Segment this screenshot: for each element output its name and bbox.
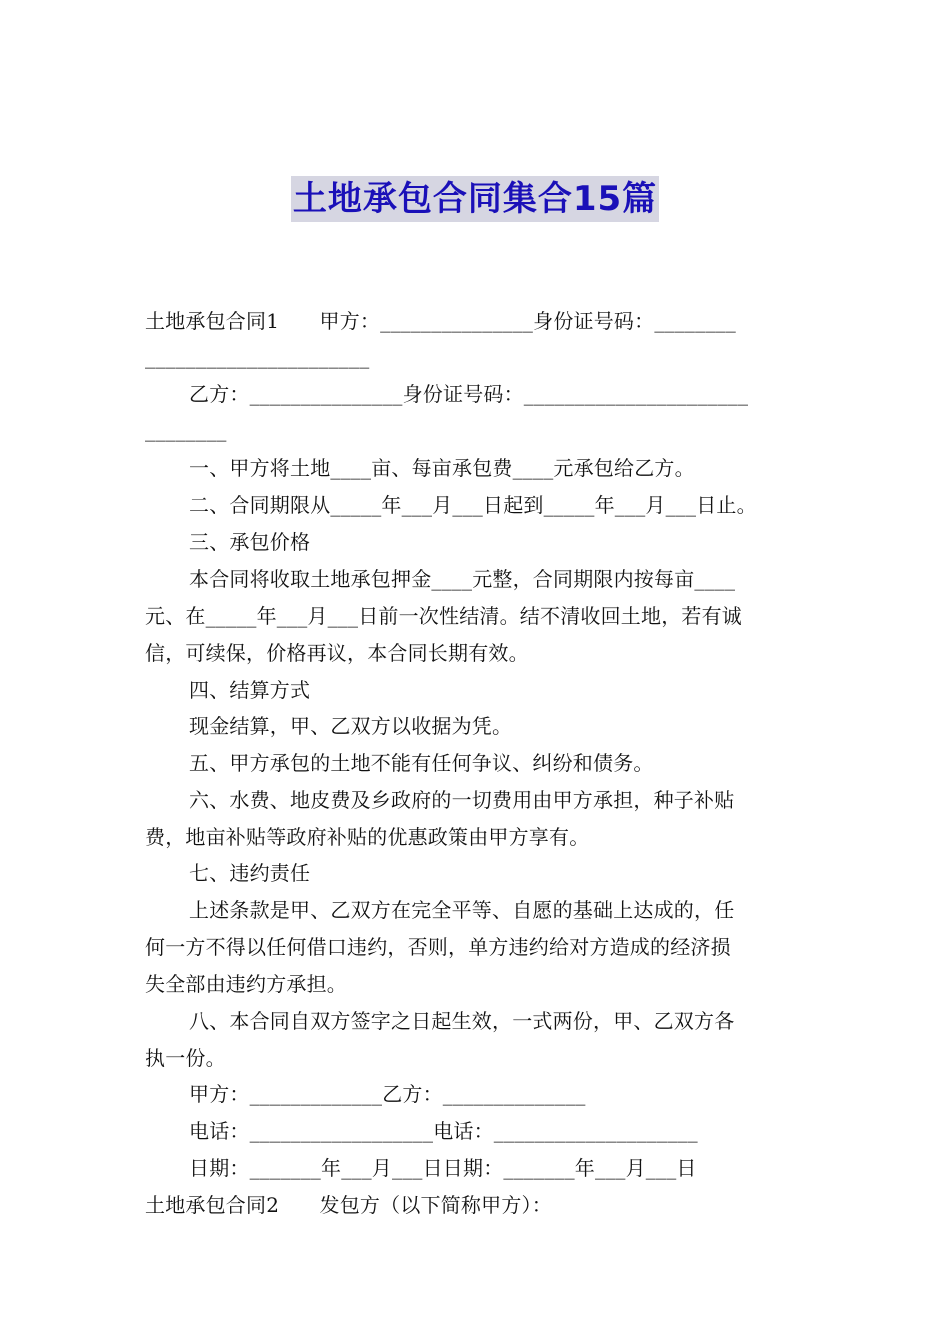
paragraph-line: ______________________ xyxy=(145,345,370,369)
paragraph-line: 执一份。 xyxy=(145,1046,226,1070)
paragraph-line: 八、本合同自双方签字之日起生效，一式两份，甲、乙双方各 xyxy=(189,1009,735,1033)
paragraph-line: 信，可续保，价格再议，本合同长期有效。 xyxy=(145,641,529,665)
paragraph-line: 元、在_____年___月___日前一次性结清。结不清收回土地，若有诚 xyxy=(145,604,742,628)
paragraph-line: 二、合同期限从_____年___月___日起到_____年___月___日止。 xyxy=(189,493,757,517)
paragraph-line: 土地承包合同2 发包方（以下简称甲方）： xyxy=(145,1193,552,1217)
paragraph-line: 上述条款是甲、乙双方在完全平等、自愿的基础上达成的，任 xyxy=(189,898,735,922)
paragraph-line: 何一方不得以任何借口违约，否则，单方违约给对方造成的经济损 xyxy=(145,935,731,959)
title-container xyxy=(0,176,950,222)
paragraph-line: 一、甲方将土地____亩、每亩承包费____元承包给乙方。 xyxy=(189,456,695,480)
paragraph-line: 本合同将收取土地承包押金____元整，合同期限内按每亩____ xyxy=(189,567,736,591)
paragraph-line: 费，地亩补贴等政府补贴的优惠政策由甲方享有。 xyxy=(145,825,590,849)
paragraph-line: 现金结算，甲、乙双方以收据为凭。 xyxy=(189,714,513,738)
signature-line: 甲方：_____________乙方：______________ xyxy=(189,1082,586,1106)
paragraph-line: 六、水费、地皮费及乡政府的一切费用由甲方承担，种子补贴 xyxy=(189,788,735,812)
paragraph-line: 五、甲方承包的土地不能有任何争议、纠纷和债务。 xyxy=(189,751,654,775)
paragraph-line: 乙方：_______________身份证号码：______________________ xyxy=(189,382,749,406)
phone-line: 电话：__________________电话：____________________ xyxy=(189,1119,698,1143)
document-title: 土地承包合同集合15篇 xyxy=(291,176,659,222)
paragraph-line: 失全部由违约方承担。 xyxy=(145,972,347,996)
section-heading: 四、结算方式 xyxy=(189,678,311,702)
paragraph-line: 土地承包合同1 甲方：_______________身份证号码：________ xyxy=(145,309,736,333)
section-heading: 三、承包价格 xyxy=(189,530,311,554)
section-heading: 七、违约责任 xyxy=(189,861,311,885)
date-line: 日期：_______年___月___日日期：_______年___月___日 xyxy=(189,1156,697,1180)
paragraph-line: ________ xyxy=(145,418,227,442)
